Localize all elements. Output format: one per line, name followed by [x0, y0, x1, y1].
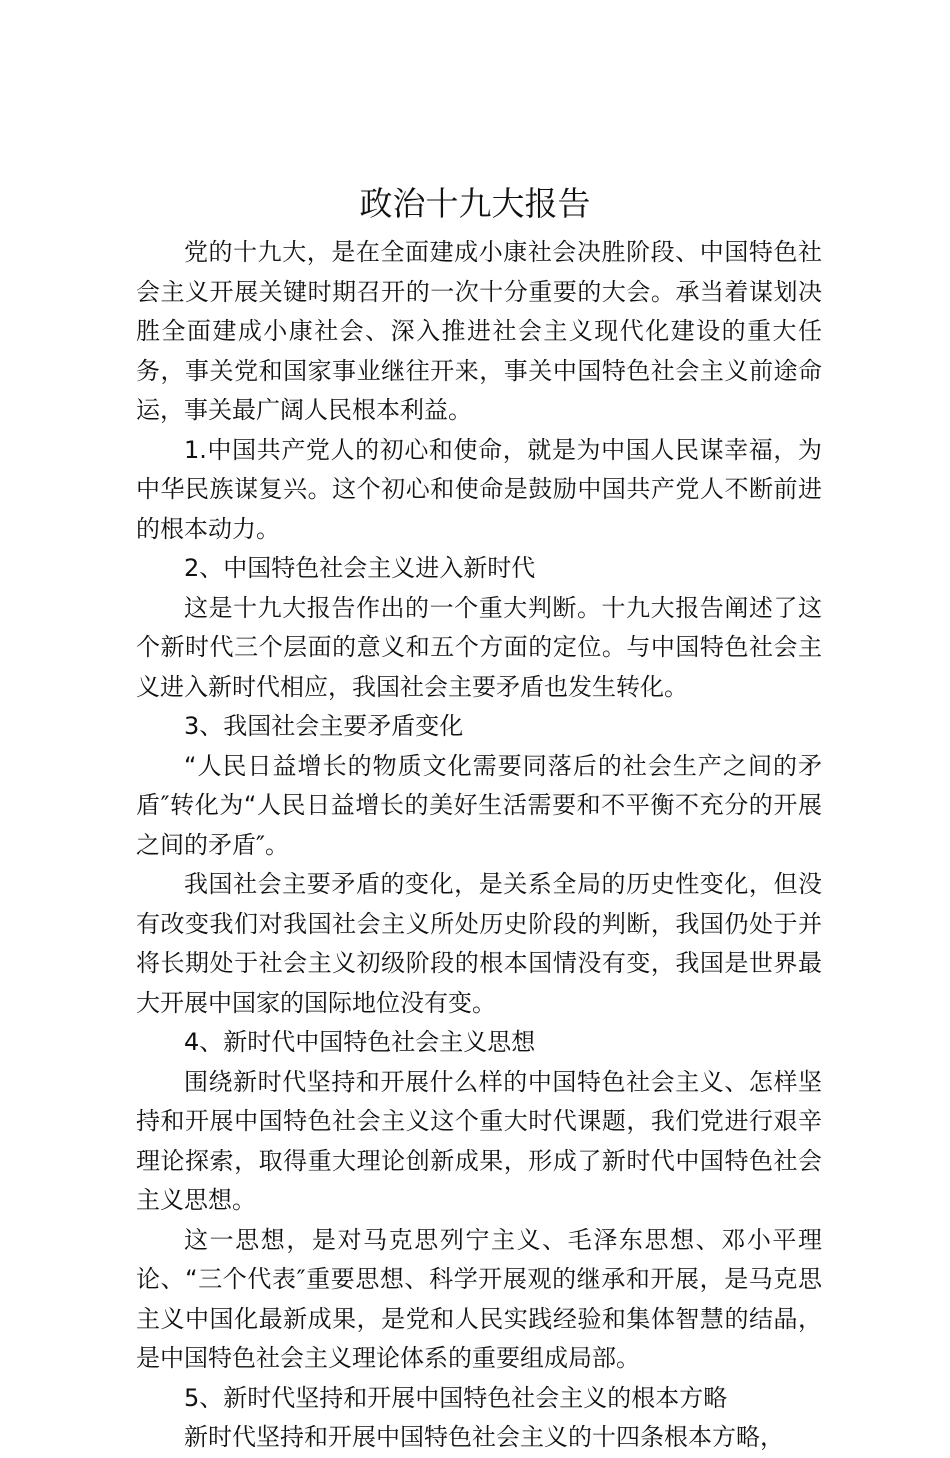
section-heading-5: 5、新时代坚持和开展中国特色社会主义的根本方略: [184, 1383, 728, 1412]
paragraph-thought-significance: 这一思想，是对马克思列宁主义、毛泽东思想、邓小平理论、“三个代表″重要思想、科学开展观的继承和开展，是马克思主义中国化最新成果，是党和人民实践经验和集体智慧的结晶，是中国特色社会主义理论体系的重要组成局部。: [136, 1225, 822, 1372]
paragraph-contradiction-change: 我国社会主要矛盾的变化，是关系全局的历史性变化，但没有改变我们对我国社会主义所处历史阶段的判断，我国仍处于并将长期处于社会主义初级阶段的根本国情没有变，我国是世界最大开展中国家的国际地位没有变。: [136, 870, 822, 1017]
paragraph-point-1: 1.中国共产党人的初心和使命，就是为中国人民谋幸福，为中华民族谋复兴。这个初心和使命是鼓励中国共产党人不断前进的根本动力。: [136, 435, 822, 543]
paragraph-thought-origin: 围绕新时代坚持和开展什么样的中国特色社会主义、怎样坚持和开展中国特色社会主义这个重大时代课题，我们党进行艰辛理论探索，取得重大理论创新成果，形成了新时代中国特色社会主义思想。: [136, 1067, 822, 1214]
section-heading-2: 2、中国特色社会主义进入新时代: [184, 554, 536, 582]
paragraph-basic-strategy: 新时代坚持和开展中国特色社会主义的十四条根本方略，: [184, 1423, 784, 1451]
paragraph-intro: 党的十九大，是在全面建成小康社会决胜阶段、中国特色社会主义开展关键时期召开的一次十分重要的大会。承当着谋划决胜全面建成小康社会、深入推进社会主义现代化建设的重大任务，事关党和国家事业继往开来，事关中国特色社会主义前途命运，事关最广阔人民根本利益。: [136, 238, 822, 424]
section-heading-3: 3、我国社会主要矛盾变化: [184, 712, 464, 740]
paragraph-new-era: 这是十九大报告作出的一个重大判断。十九大报告阐述了这个新时代三个层面的意义和五个方面的定位。与中国特色社会主义进入新时代相应，我国社会主要矛盾也发生转化。: [136, 593, 822, 701]
section-heading-4: 4、新时代中国特色社会主义思想: [184, 1028, 536, 1056]
paragraph-contradiction-quote: “人民日益增长的物质文化需要同落后的社会生产之间的矛盾″转化为“人民日益增长的美好生活需要和不平衡不充分的开展之间的矛盾″。: [136, 751, 822, 859]
document-title: 政治十九大报告: [359, 184, 591, 223]
document-body: [136, 233, 822, 1458]
